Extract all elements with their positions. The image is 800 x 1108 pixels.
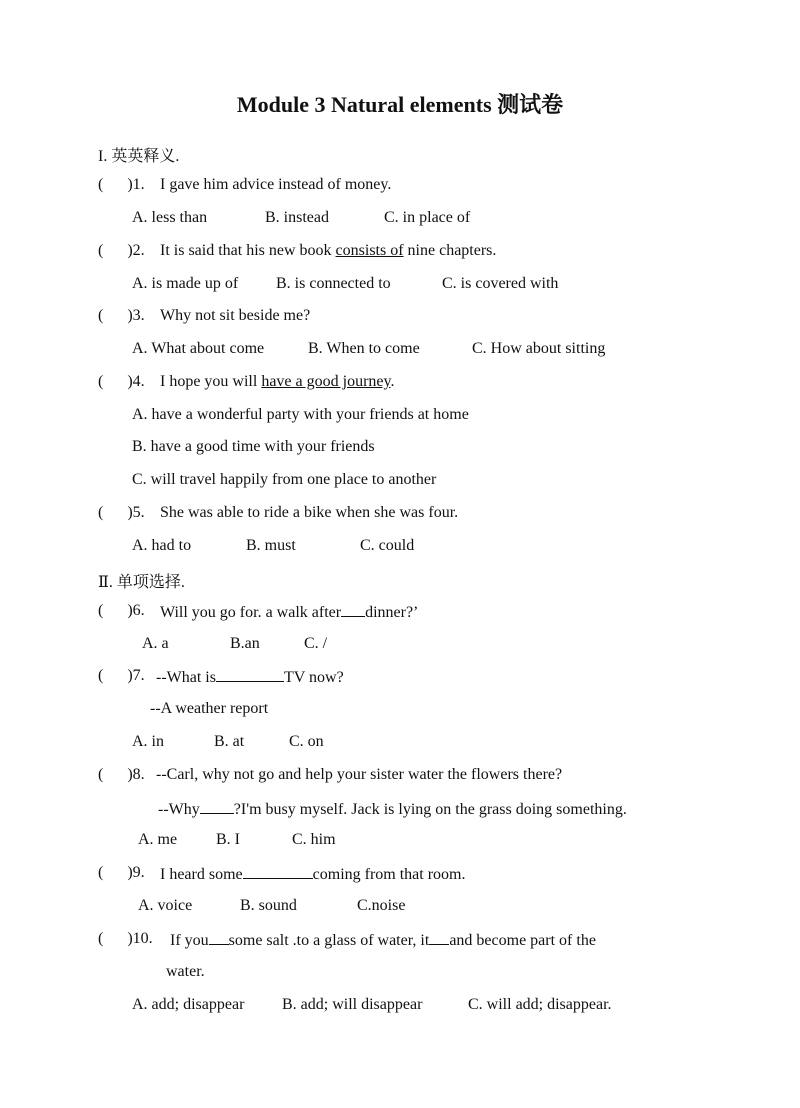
q2-option-c: C. is covered with [442, 275, 559, 292]
q2-option-a: A. is made up of [132, 275, 239, 292]
q10-option-a: A. add; disappear [132, 996, 245, 1013]
q5-number: ( )5. [98, 504, 145, 521]
q5-option-b: B. must [246, 537, 296, 554]
q7-text-post: TV now? [283, 669, 344, 686]
q8-reply-line [158, 799, 627, 819]
q1-text: I gave him advice instead of money. [160, 176, 392, 193]
q2-text [160, 242, 496, 260]
q10-number: ( )10. [98, 930, 153, 947]
q10-option-c: C. will add; disappear. [468, 996, 612, 1013]
q6-option-b: B.an [230, 635, 260, 652]
q10-blank-1 [209, 930, 229, 945]
q4-text-pre: I hope you will [160, 373, 262, 390]
q10-text-pre: If you [170, 932, 209, 949]
q4-option-c: C. will travel happily from one place to another [132, 471, 437, 488]
q7-blank [216, 667, 284, 682]
q5-option-c: C. could [360, 537, 415, 554]
q6-text-pre: Will you go for. a walk after [160, 604, 342, 621]
q9-blank [243, 864, 313, 879]
q2-text-post: nine chapters. [403, 242, 497, 259]
q5-text: She was able to ride a bike when she was four. [160, 504, 459, 521]
q9-text-pre: I heard some [160, 866, 243, 883]
q3-number: ( )3. [98, 307, 145, 324]
q4-text-post: . [390, 373, 395, 390]
q8-option-a: A. me [138, 831, 178, 848]
q4-underlined-phrase: have a good journey [261, 373, 391, 390]
q8-reply-pre: --Why [158, 801, 200, 818]
q1-option-b: B. instead [265, 209, 329, 226]
q6-text [160, 602, 418, 622]
q3-option-b: B. When to come [308, 340, 420, 357]
q6-blank [341, 602, 365, 617]
q10-text-post: and become part of the [449, 932, 596, 949]
q8-blank [200, 799, 234, 814]
section-heading-1: I. 英英释义. [98, 148, 180, 165]
q1-option-c: C. in place of [384, 209, 471, 226]
q10-text-mid: some salt .to a glass of water, it [228, 932, 430, 949]
q6-option-c: C. / [304, 635, 328, 652]
q1-option-a: A. less than [132, 209, 208, 226]
q8-option-c: C. him [292, 831, 336, 848]
q2-text-pre: It is said that his new book [160, 242, 336, 259]
q7-option-c: C. on [289, 733, 324, 750]
q9-option-a: A. voice [138, 897, 193, 914]
q3-option-c: C. How about sitting [472, 340, 606, 357]
q7-text [156, 667, 344, 687]
section-heading-2: Ⅱ. 单项选择. [98, 574, 185, 591]
q7-answer-line: --A weather report [150, 700, 269, 717]
q9-option-b: B. sound [240, 897, 297, 914]
q6-option-a: A. a [142, 635, 169, 652]
q4-option-b: B. have a good time with your friends [132, 438, 375, 455]
q6-number: ( )6. [98, 602, 145, 619]
q7-option-b: B. at [214, 733, 245, 750]
q8-reply-post: ?I'm busy myself. Jack is lying on the grass doing something. [233, 801, 627, 818]
q9-option-c: C.noise [357, 897, 406, 914]
q4-option-a: A. have a wonderful party with your friends at home [132, 406, 469, 423]
q3-option-a: A. What about come [132, 340, 265, 357]
q10-option-b: B. add; will disappear [282, 996, 423, 1013]
q10-text-continued: water. [166, 963, 205, 980]
q6-text-post: dinner?’ [365, 604, 419, 621]
q4-number: ( )4. [98, 373, 145, 390]
q9-text-post: coming from that room. [312, 866, 466, 883]
q5-option-a: A. had to [132, 537, 192, 554]
q10-text [170, 930, 596, 950]
q7-number: ( )7. [98, 667, 145, 684]
q2-underlined-phrase: consists of [335, 242, 404, 259]
q10-blank-2 [429, 930, 449, 945]
q8-text: --Carl, why not go and help your sister water the flowers there? [156, 766, 563, 783]
q9-text [160, 864, 466, 884]
q1-number: ( )1. [98, 176, 145, 193]
q3-text: Why not sit beside me? [160, 307, 311, 324]
page-title: Module 3 Natural elements 测试卷 [236, 92, 564, 117]
q2-number: ( )2. [98, 242, 145, 259]
q4-text [160, 373, 394, 391]
q2-option-b: B. is connected to [276, 275, 391, 292]
q9-number: ( )9. [98, 864, 145, 881]
q8-number: ( )8. [98, 766, 145, 783]
q8-option-b: B. I [216, 831, 240, 848]
q7-option-a: A. in [132, 733, 164, 750]
q7-text-pre: --What is [156, 669, 216, 686]
